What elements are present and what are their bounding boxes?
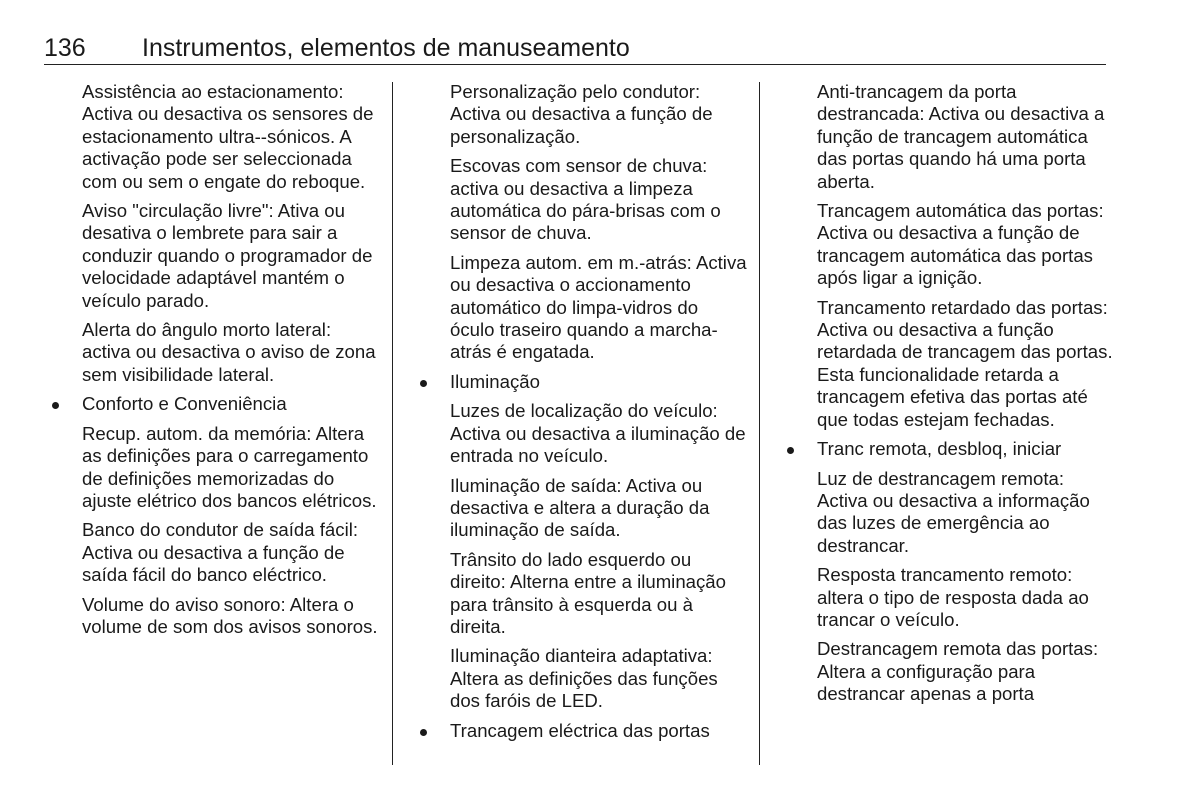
setting-term: Tranc remota, desbloq, iniciar bbox=[817, 438, 1062, 460]
setting-description: : Activa ou desactiva o accionamento automático do limpa-vidros do óculo traseiro quando a marcha-atrás é engatada. bbox=[450, 251, 747, 363]
setting-description: : Activa ou desactiva a função de personalização. bbox=[450, 81, 713, 147]
setting-description: : Activa ou desactiva a iluminação de entrada no veículo. bbox=[450, 400, 746, 467]
page-number: 136 bbox=[44, 34, 86, 62]
bullet-icon bbox=[52, 402, 59, 409]
setting-entry bbox=[412, 155, 747, 245]
bullet-icon bbox=[420, 729, 427, 736]
setting-term: Iluminação dianteira adaptativa bbox=[450, 645, 708, 667]
setting-term: Luzes de localização do veículo bbox=[450, 400, 713, 422]
setting-description: : Altera a configuração para destrancar apenas a porta bbox=[817, 638, 1099, 705]
setting-entry bbox=[44, 423, 379, 513]
setting-term: Destrancagem remota das portas bbox=[817, 638, 1093, 660]
setting-description: : activa ou desactiva a limpeza automática do pára-brisas com o sensor de chuva. bbox=[450, 155, 721, 244]
setting-description: : activa ou desactiva o aviso de zona sem visibilidade lateral. bbox=[82, 319, 376, 385]
setting-term: Assistência ao estacionamento bbox=[82, 81, 339, 102]
setting-term: Iluminação de saída bbox=[450, 474, 617, 496]
setting-entry bbox=[412, 645, 747, 712]
setting-description: : Altera as definições das funções dos faróis de LED. bbox=[450, 645, 718, 712]
setting-entry bbox=[779, 200, 1114, 290]
column-divider bbox=[392, 82, 393, 765]
setting-term: Escovas com sensor de chuva bbox=[450, 155, 703, 177]
setting-description: : Ativa ou desativa o lembrete para sair a conduzir quando o programador de velocidade adaptável mantém o veículo parado. bbox=[82, 200, 373, 311]
setting-term: Trânsito do lado esquerdo ou direito bbox=[450, 548, 692, 593]
setting-entry bbox=[44, 200, 379, 312]
page-header bbox=[44, 34, 1106, 65]
setting-term: Anti-trancagem da porta destrancada bbox=[817, 81, 1017, 125]
bullet-item bbox=[412, 371, 747, 393]
setting-entry bbox=[412, 475, 747, 542]
setting-description: : Activa ou desactiva a função de saída fácil do banco eléctrico. bbox=[82, 519, 358, 586]
setting-description: : altera o tipo de resposta dada ao trancar o veículo. bbox=[817, 564, 1089, 630]
setting-term: Trancagem automática das portas bbox=[817, 200, 1099, 222]
setting-description: : Activa ou desactiva a função de trancagem automática das portas quando há uma porta aberta. bbox=[817, 103, 1105, 192]
setting-entry bbox=[779, 81, 1114, 193]
setting-term: Conforto e Conveniência bbox=[82, 393, 287, 415]
setting-term: Banco do condutor de saída fácil bbox=[82, 519, 353, 541]
setting-term: Luz de destrancagem remota bbox=[817, 467, 1059, 489]
setting-description: : Altera as definições para o carregamento de definições memorizadas do ajuste elétrico dos bancos elétricos. bbox=[82, 422, 377, 511]
setting-term: Volume do aviso sonoro bbox=[82, 593, 281, 615]
setting-description: : Activa ou desactiva a informação das luzes de emergência ao destrancar. bbox=[817, 467, 1090, 556]
setting-description: : Activa ou desactiva e altera a duração da iluminação de saída. bbox=[450, 474, 710, 541]
setting-description: : Altera o volume de som dos avisos sonoros. bbox=[82, 593, 378, 637]
bullet-item bbox=[412, 720, 747, 742]
setting-entry bbox=[44, 81, 379, 193]
setting-entry bbox=[779, 638, 1114, 705]
section-title: Instrumentos, elementos de manuseamento bbox=[142, 34, 630, 62]
setting-entry bbox=[412, 549, 747, 639]
setting-entry bbox=[412, 400, 747, 467]
setting-description: : Alterna entre a iluminação para trânsito à esquerda ou à direita. bbox=[450, 571, 726, 637]
setting-entry bbox=[44, 519, 379, 586]
setting-term: Personalização pelo condutor bbox=[450, 81, 695, 102]
setting-term: Alerta do ângulo morto lateral bbox=[82, 319, 326, 341]
setting-entry bbox=[779, 468, 1114, 558]
text-column-3 bbox=[779, 81, 1114, 713]
text-column-2 bbox=[412, 81, 747, 749]
setting-term: Trancagem eléctrica das portas bbox=[450, 719, 710, 741]
setting-description: : Activa ou desactiva os sensores de estacionamento ultra--sónicos. A activação pode ser seleccionada com ou sem o engate do reboque. bbox=[82, 81, 374, 192]
bullet-icon bbox=[420, 380, 427, 387]
setting-entry bbox=[44, 319, 379, 386]
setting-term: Trancamento retardado das portas bbox=[817, 296, 1103, 318]
setting-term: Recup. autom. da memória bbox=[82, 422, 307, 444]
setting-term: Resposta trancamento remoto bbox=[817, 564, 1068, 586]
setting-entry bbox=[779, 297, 1114, 431]
bullet-item bbox=[44, 393, 379, 415]
column-divider bbox=[759, 82, 760, 765]
setting-term: Iluminação bbox=[450, 370, 540, 392]
setting-description: : Activa ou desactiva a função de trancagem automática das portas após ligar a ignição. bbox=[817, 200, 1104, 289]
setting-entry bbox=[779, 564, 1114, 631]
setting-term: Aviso "circulação livre" bbox=[82, 200, 269, 222]
text-column-1 bbox=[44, 81, 379, 645]
bullet-item bbox=[779, 438, 1114, 460]
setting-term: Limpeza autom. em m.-atrás bbox=[450, 251, 687, 273]
setting-entry bbox=[412, 252, 747, 364]
setting-entry bbox=[412, 81, 747, 148]
setting-description: : Activa ou desactiva a função retardada de trancagem das portas. Esta funcionalidade retarda a trancagem efetiva das portas até que todas estejam fechadas. bbox=[817, 296, 1113, 430]
bullet-icon bbox=[787, 447, 794, 454]
setting-entry bbox=[44, 594, 379, 639]
